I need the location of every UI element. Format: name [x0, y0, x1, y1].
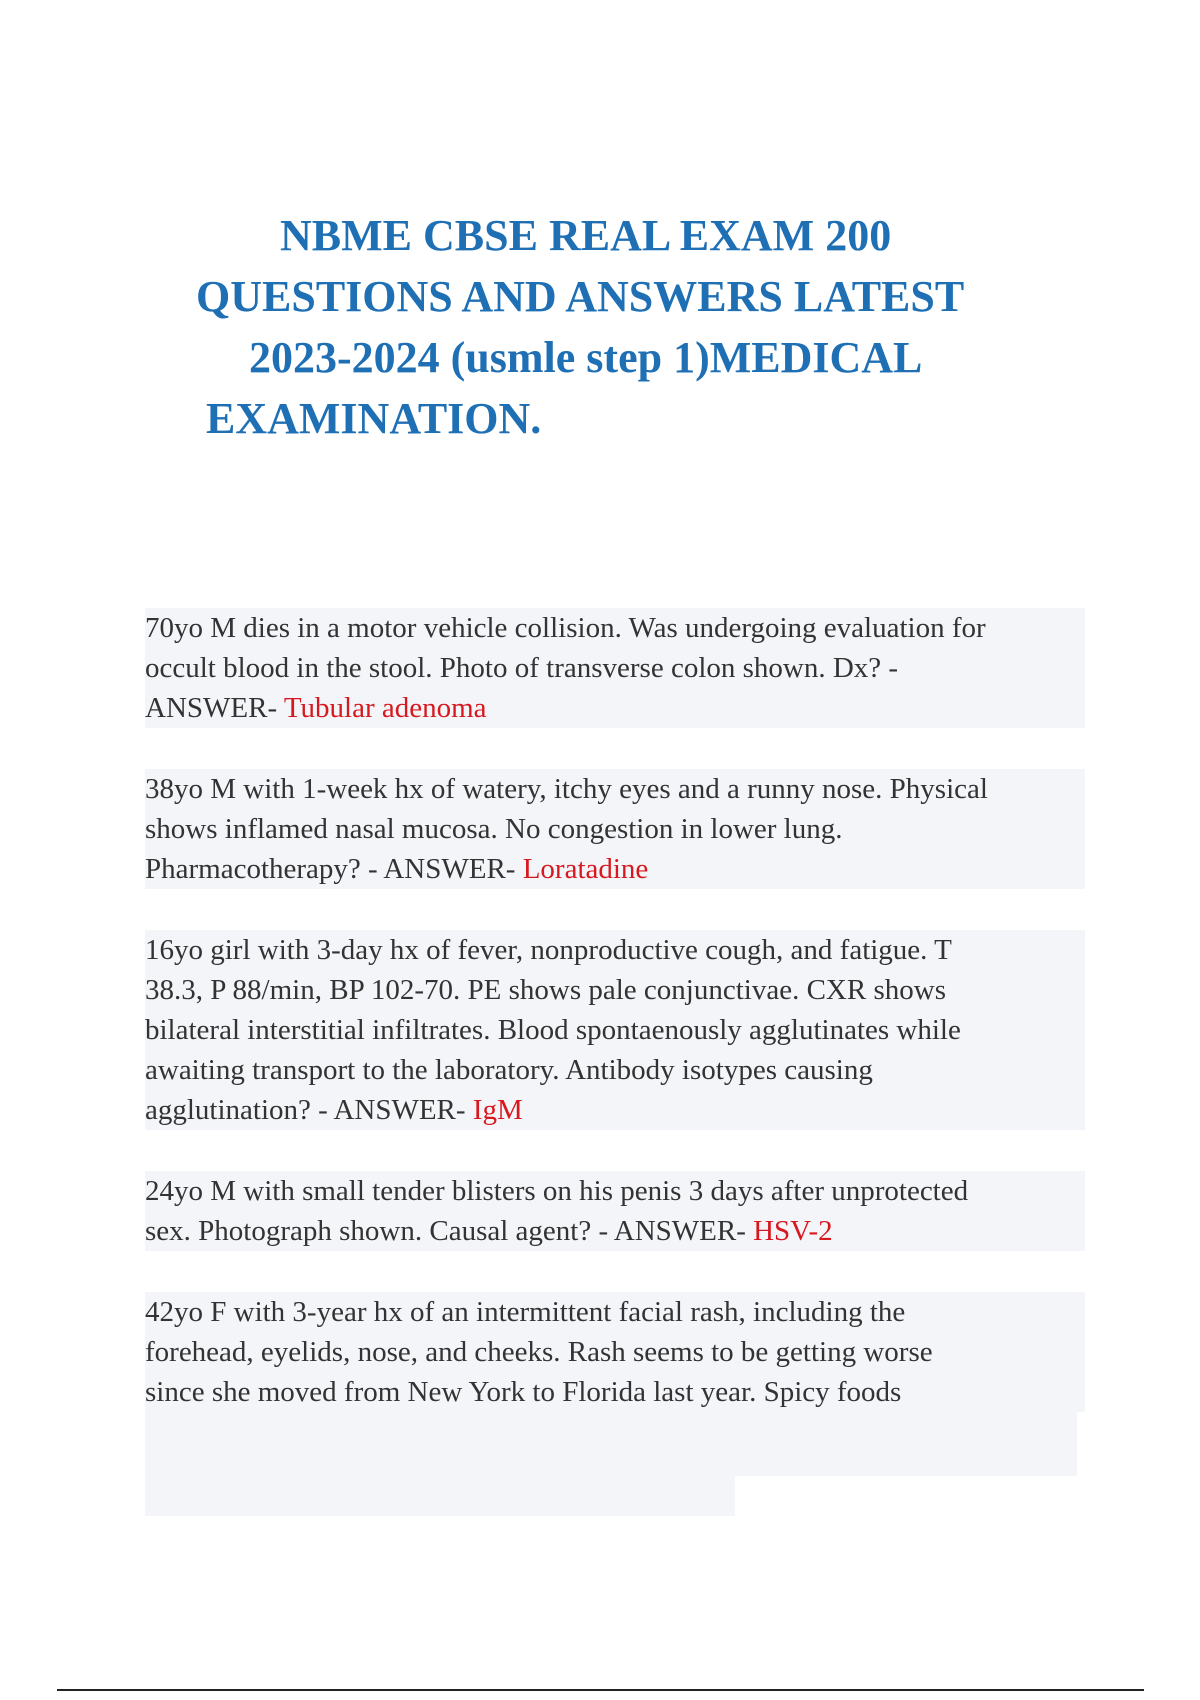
answer-text: Tubular adenoma: [283, 692, 487, 724]
question-line: 70yo M dies in a motor vehicle collision. Was undergoing evaluation for: [145, 608, 1085, 648]
answer-text: Loratadine: [522, 853, 649, 885]
qa-item: [145, 769, 1085, 889]
title-line: EXAMINATION.: [206, 394, 542, 443]
qa-item: [145, 608, 1085, 728]
question-line: shows inflamed nasal mucosa. No congestion in lower lung.: [145, 809, 1085, 849]
title-line: QUESTIONS AND ANSWERS LATEST: [196, 272, 965, 321]
question-line: awaiting transport to the laboratory. Antibody isotypes causing: [145, 1050, 1085, 1090]
question-line: occult blood in the stool. Photo of transverse colon shown. Dx? -: [145, 648, 1085, 688]
question-line: forehead, eyelids, nose, and cheeks. Rash seems to be getting worse: [145, 1332, 1085, 1372]
question-line: bilateral interstitial infiltrates. Blood spontaenously agglutinates while: [145, 1010, 1085, 1050]
answer-label: ANSWER-: [145, 692, 284, 724]
question-line: [145, 688, 1085, 728]
question-line: [145, 1090, 1085, 1130]
question-line: 16yo girl with 3-day hx of fever, nonproductive cough, and fatigue. T: [145, 930, 1085, 970]
answer-label: Pharmacotherapy? - ANSWER-: [145, 853, 523, 885]
answer-label: sex. Photograph shown. Causal agent? - ANSWER-: [145, 1215, 754, 1247]
title-line: NBME CBSE REAL EXAM 200: [280, 211, 892, 260]
qa-list: [145, 608, 1085, 1453]
qa-item: [145, 930, 1085, 1130]
question-line: [145, 849, 1085, 889]
question-line: 24yo M with small tender blisters on his penis 3 days after unprotected: [145, 1171, 1085, 1211]
question-line: 38.3, P 88/min, BP 102-70. PE shows pale conjunctivae. CXR shows: [145, 970, 1085, 1010]
qa-item: [145, 1171, 1085, 1251]
title-line: 2023-2024 (usmle step 1)MEDICAL: [249, 333, 923, 382]
answer-label: agglutination? - ANSWER-: [145, 1094, 473, 1126]
question-line: since she moved from New York to Florida last year. Spicy foods: [145, 1372, 1085, 1412]
question-line: 38yo M with 1-week hx of watery, itchy eyes and a runny nose. Physical: [145, 769, 1085, 809]
answer-text: IgM: [472, 1094, 523, 1126]
qa-item: [145, 1292, 1085, 1412]
document-title: [190, 205, 1070, 449]
question-line: 42yo F with 3-year hx of an intermittent facial rash, including the: [145, 1292, 1085, 1332]
footer-rule: [57, 1689, 1144, 1691]
question-line: [145, 1211, 1085, 1251]
answer-text: HSV-2: [753, 1215, 833, 1247]
